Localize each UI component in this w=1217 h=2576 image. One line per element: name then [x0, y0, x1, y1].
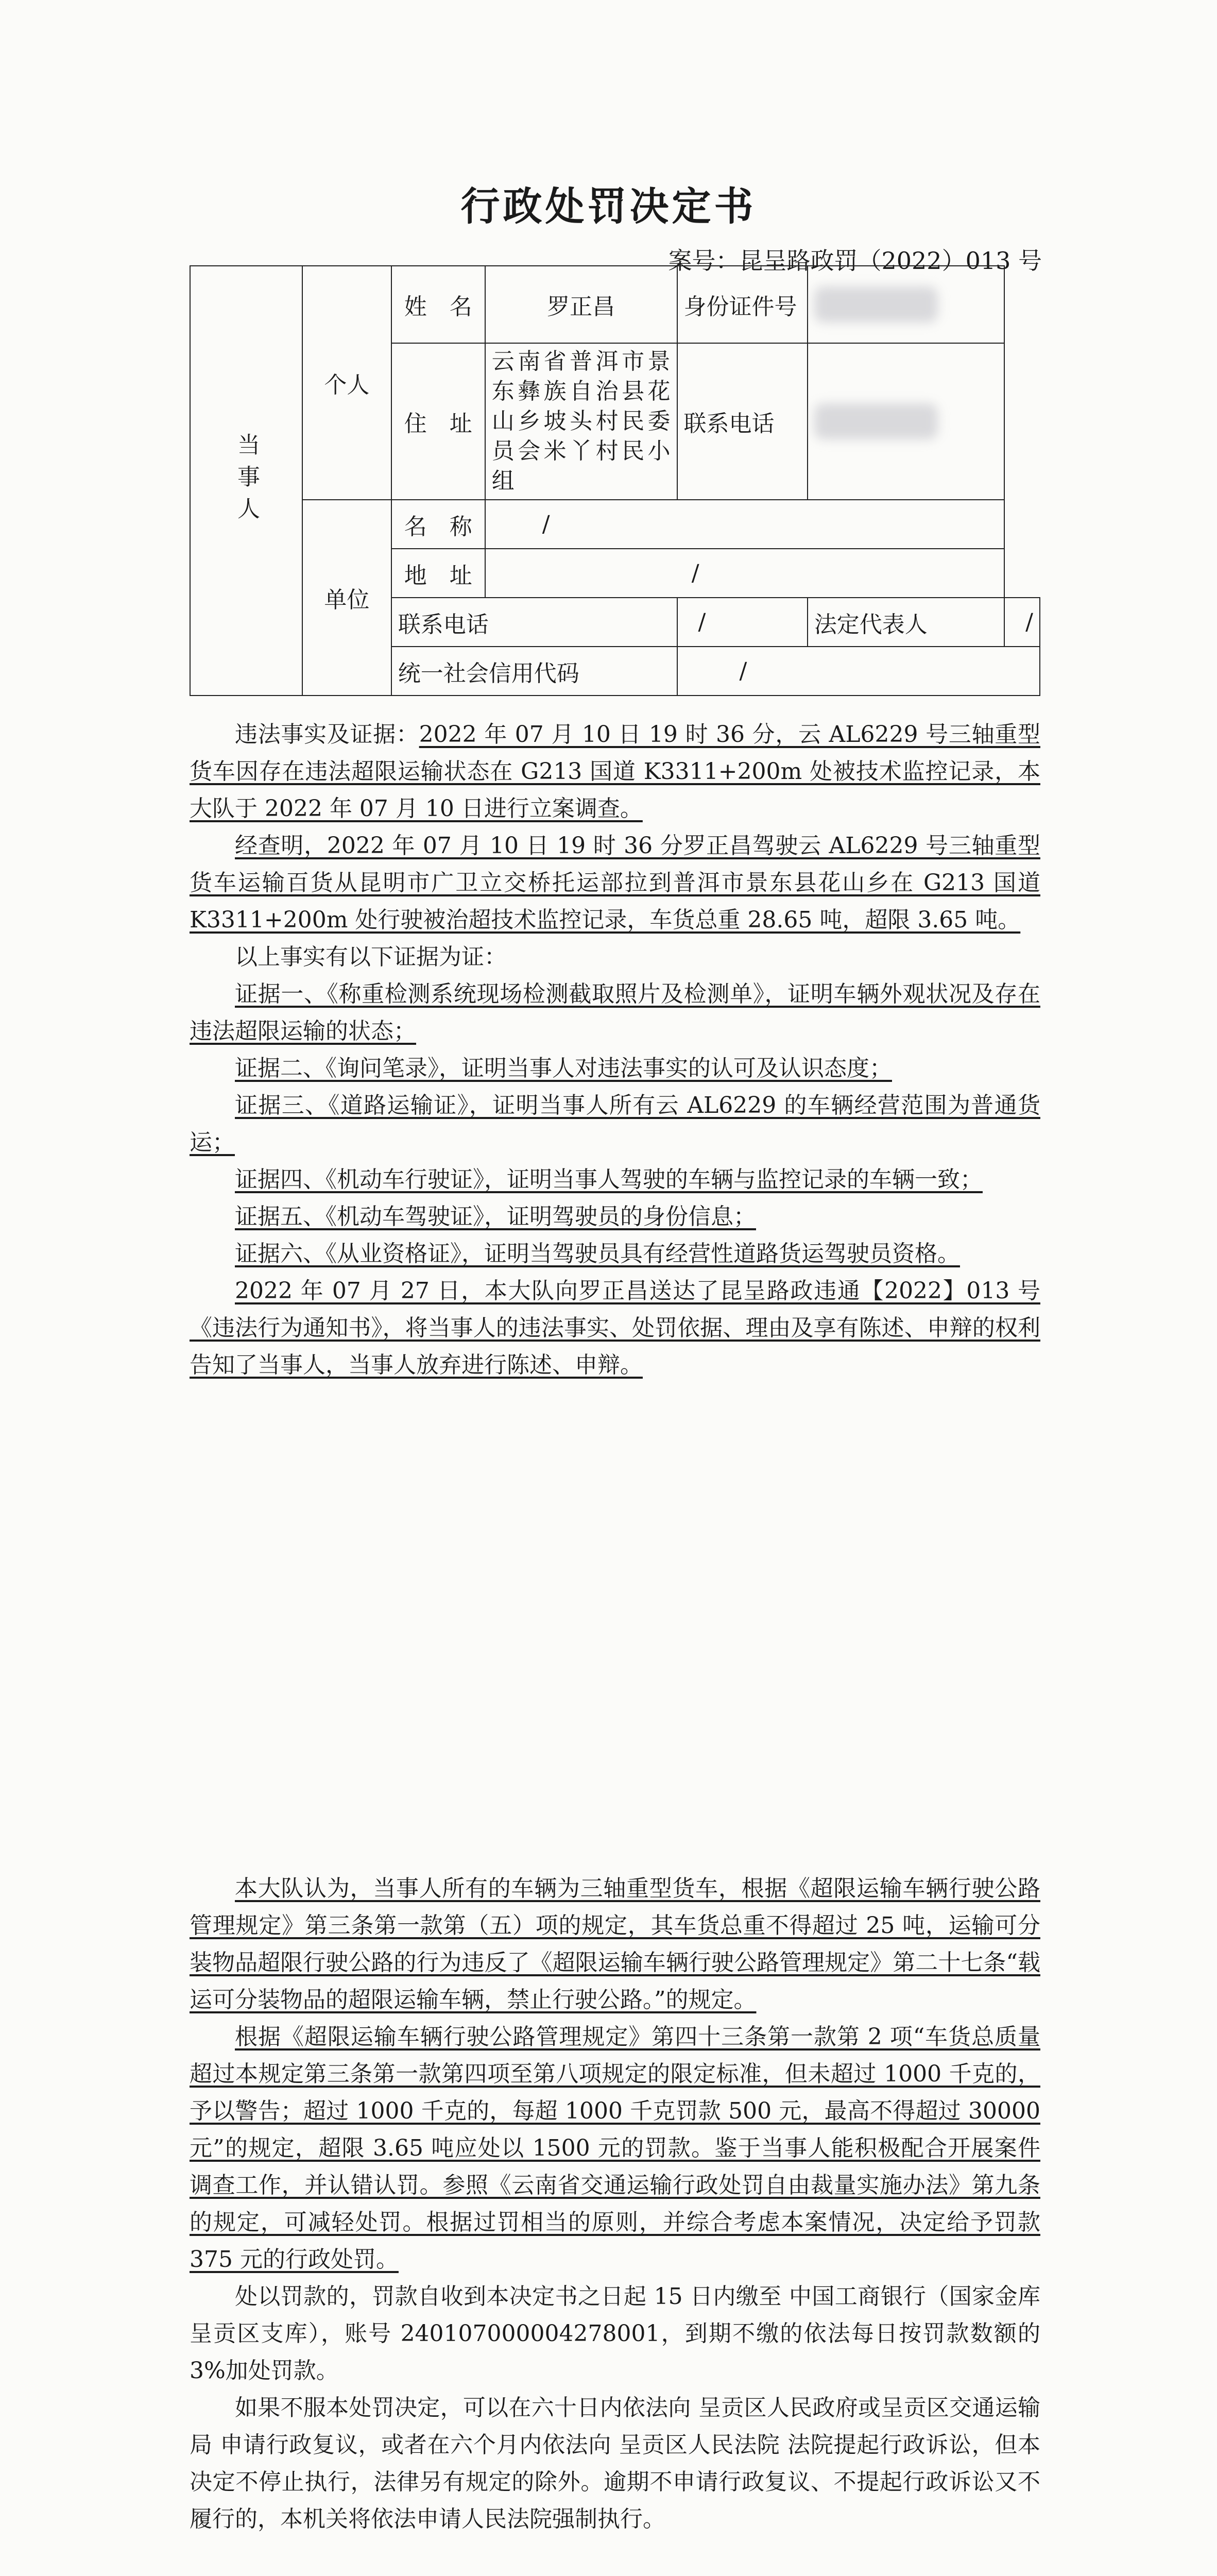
credit-code-label: 统一社会信用代码 — [391, 647, 677, 696]
id-label: 身份证件号 — [677, 266, 808, 343]
legal-rep-value: / — [1004, 598, 1040, 647]
party-label: 当事人 — [190, 266, 302, 696]
credit-code-value: / — [677, 647, 1040, 696]
evidence-4: 证据四、《机动车行驶证》，证明当事人驾驶的车辆与监控记录的车辆一致； — [235, 1166, 983, 1193]
opinion-paragraph: 本大队认为，当事人所有的车辆为三轴重型货车，根据《超限运输车辆行驶公路管理规定》第三条第一款第（五）项的规定，其车货总重不得超过 25 吨，运输可分装物品超限行驶公路的行为违反了《超限运输车辆行驶公路管理规定》第二十七条“载运可分装物品的超限运输车辆，禁止行驶公路。”的规定。 — [190, 1875, 1040, 2013]
evidence-intro: 以上事实有以下证据为证： — [235, 944, 507, 970]
facts-paragraph: 违法事实及证据：2022 年 07 月 10 日 19 时 36 分，云 AL6229 号三轴重型货车因存在违法超限运输状态在 G213 国道 K3311+200m 处被技术监控记录，本大队于 2022 年 07 月 10 日进行立案调查。 — [190, 721, 1041, 822]
document-title: 行政处罚决定书 — [460, 183, 757, 229]
unit-address-label: 地 址 — [391, 549, 485, 598]
findings-paragraph: 经查明，2022 年 07 月 10 日 19 时 36 分罗正昌驾驶云 AL6229 号三轴重型货车运输百货从昆明市广卫立交桥托运部拉到普洱市景东县花山乡在 G213 国道 K3311+200m 处行驶被治超技术监控记录，车货总重 28.65 吨，超限 3.65 吨。 — [190, 833, 1040, 933]
evidence-6: 证据六、《从业资格证》，证明当驾驶员具有经营性道路货运驾驶员资格。 — [235, 1241, 960, 1267]
evidence-3: 证据三、《道路运输证》，证明当事人所有云 AL6229 的车辆经营范围为普通货运； — [190, 1092, 1040, 1156]
address-value: 云南省普洱市景东彝族自治县花山乡坡头村民委员会米丫村民小组 — [485, 343, 677, 500]
unit-address-value: / — [485, 549, 1004, 598]
phone-value-redacted — [808, 343, 1004, 500]
notice-paragraph: 2022 年 07 月 27 日，本大队向罗正昌送达了昆呈路政违通【2022】013 号《违法行为通知书》，将当事人的违法事实、处罚依据、理由及享有陈述、申辩的权利告知了当事人，当事人放弃进行陈述、申辩。 — [190, 1278, 1040, 1378]
case-number: 案号：昆呈路政罚（2022）013 号 — [668, 247, 1042, 275]
facts-section — [190, 716, 1040, 1384]
unit-phone-label: 联系电话 — [391, 598, 677, 647]
evidence-1: 证据一、《称重检测系统现场检测截取照片及检测单》，证明车辆外观状况及存在违法超限运输的状态； — [190, 981, 1040, 1044]
individual-label: 个人 — [302, 266, 391, 500]
address-label: 住 址 — [391, 343, 485, 500]
legal-rep-label: 法定代表人 — [808, 598, 1004, 647]
name-value: 罗正昌 — [485, 266, 677, 343]
id-value-redacted — [808, 266, 1004, 343]
name-label: 姓 名 — [391, 266, 485, 343]
unit-name-value: / — [485, 500, 1004, 549]
evidence-2: 证据二、《询问笔录》，证明当事人对违法事实的认可及认识态度； — [235, 1055, 892, 1081]
decision-section — [190, 1870, 1040, 2538]
basis-paragraph: 根据《超限运输车辆行驶公路管理规定》第四十三条第一款第 2 项“车货总质量超过本规定第三条第一款第四项至第八项规定的限定标准，但未超过 1000 千克的，予以警告；超过 1000 千克的，每超 1000 千克罚款 500 元，最高不得超过 30000 元”的规定，超限 3.65 吨应处以 1500 元的罚款。鉴于当事人能积极配合开展案件调查工作，并认错认罚。参照《云南省交通运输行政处罚自由裁量实施办法》第九条的规定，可减轻处罚。根据过罚相当的原则，并综合考虑本案情况，决定给予罚款 375 元的行政处罚。 — [190, 2024, 1040, 2273]
unit-phone-value: / — [677, 598, 808, 647]
payment-paragraph: 处以罚款的，罚款自收到本决定书之日起 15 日内缴至 中国工商银行（国家金库呈贡区支库），账号 2401070000042780​01，到期不缴的依法每日按罚款数额的 3%加处罚款。 — [190, 2283, 1040, 2384]
appeal-paragraph: 如果不服本处罚决定，可以在六十日内依法向 呈贡区人民政府或呈贡区交通运输局 申请行政复议，或者在六个月内依法向 呈贡区人民法院 法院提起行政诉讼，但本决定不停止执行，法律另有规定的除外。逾期不申请行政复议、不提起行政诉讼又不履行的，本机关将依法申请人民法院强制执行。 — [190, 2395, 1040, 2532]
evidence-5: 证据五、《机动车驾驶证》，证明驾驶员的身份信息； — [235, 1204, 756, 1230]
unit-label: 单位 — [302, 500, 391, 696]
unit-name-label: 名 称 — [391, 500, 485, 549]
party-info-table — [190, 265, 1040, 696]
phone-label: 联系电话 — [677, 343, 808, 500]
